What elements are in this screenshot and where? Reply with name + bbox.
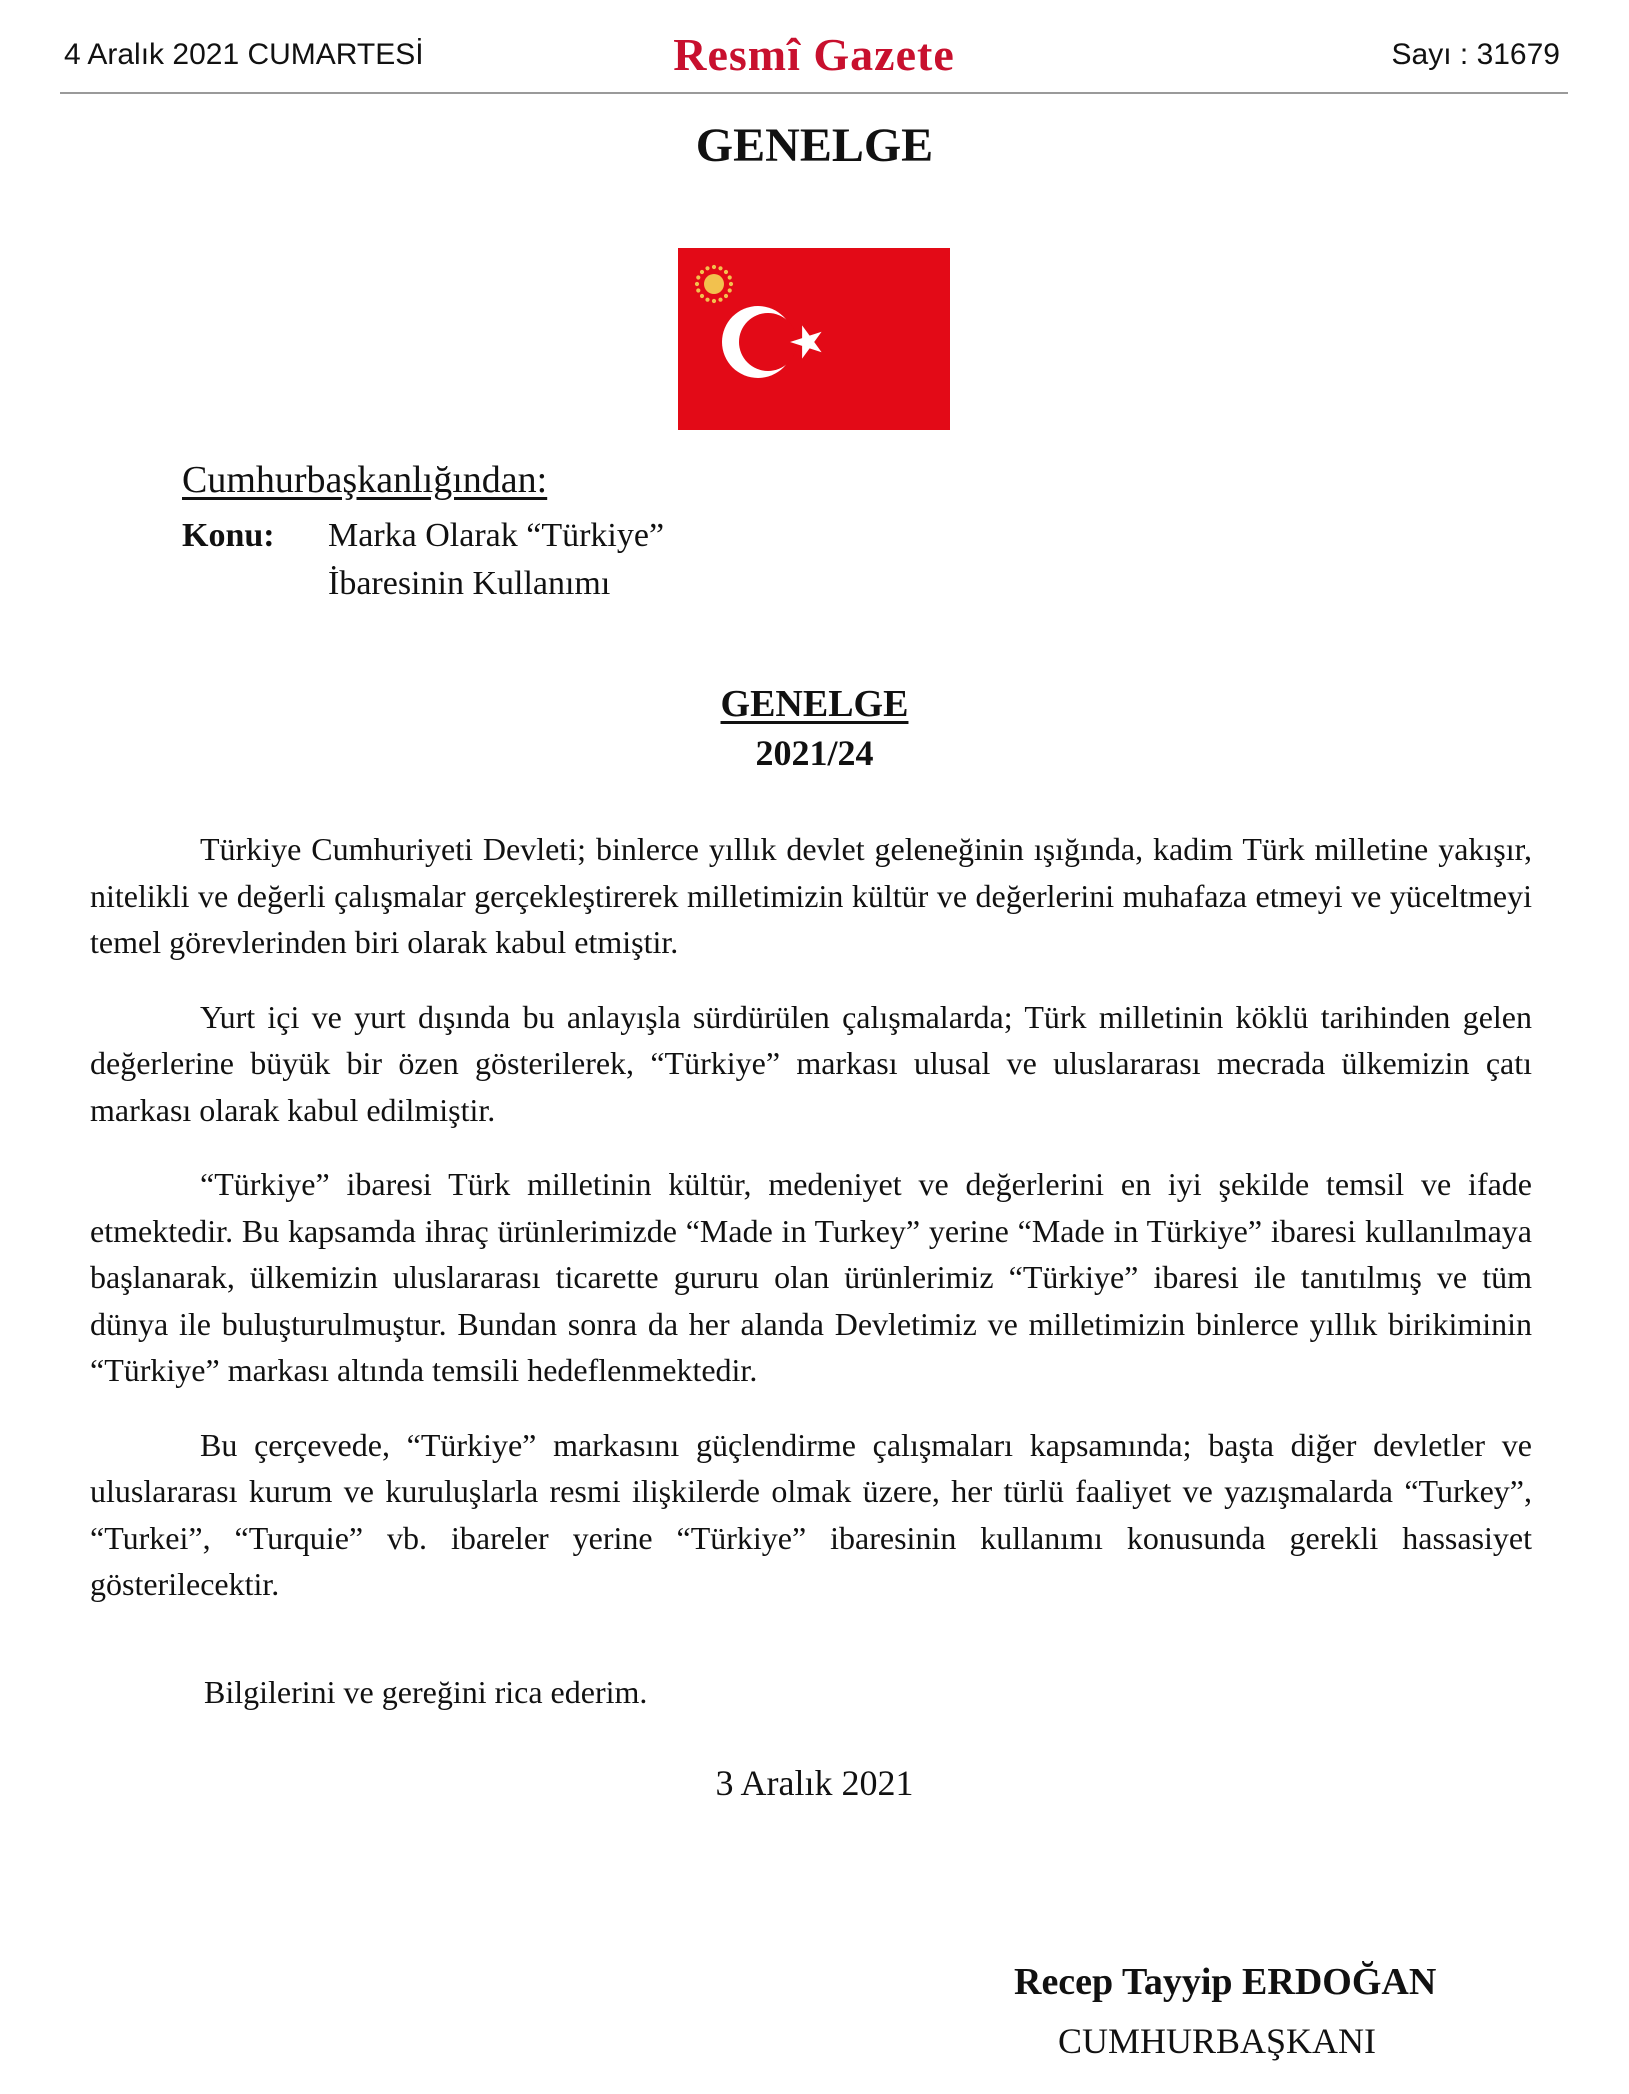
document-date: 3 Aralık 2021 xyxy=(715,1763,914,1803)
gazette-title: Resmî Gazete xyxy=(673,29,955,80)
masthead-divider xyxy=(60,92,1568,94)
signatory-title: CUMHURBAŞKANI xyxy=(1058,2021,1377,2061)
signatory-name: Recep Tayyip ERDOĞAN xyxy=(1014,1961,1437,2003)
circular-body xyxy=(90,826,1532,1636)
issue-number: Sayı : 31679 xyxy=(1391,38,1560,71)
subject-label: Konu: xyxy=(182,517,275,554)
crescent-inner xyxy=(739,313,797,371)
gazette-masthead xyxy=(60,28,1568,90)
subject-block xyxy=(182,512,788,608)
body-paragraph: Türkiye Cumhuriyeti Devleti; binlerce yıllık devlet geleneğinin ışığında, kadim Türk milletine yakışır, nitelikli ve değerli çalışmalar gerçekleştirerek milletimizin kültür ve değerlerini muhafaza etmeyi ve yüceltmeyi temel görevlerinden biri olarak kabul etmiştir. xyxy=(90,831,1532,960)
body-paragraph: Yurt içi ve yurt dışında bu anlayışla sürdürülen çalışmalarda; Türk milletinin köklü tarihinden gelen değerlerine büyük bir özen gösterilerek, “Türkiye” markası ulusal ve uluslararası mecrada ülkemizin çatı markası olarak kabul edilmiştir. xyxy=(90,998,1532,1128)
body-paragraph: Bu çerçevede, “Türkiye” markasını güçlendirme çalışmaları kapsamında; başta diğer devletler ve uluslararası kurum ve kuruluşlarla resmi ilişkilerde olmak üzere, her türlü faaliyet ve yazışmalarda “Turkey”, “Turkei”, “Turquie” vb. ibareler yerine “Türkiye” ibaresinin kullanımı konusunda gerekli hassasiyet gösterilecektir. xyxy=(90,1426,1532,1602)
issuing-authority: Cumhurbaşkanlığından: xyxy=(182,459,548,501)
document-type-heading: GENELGE xyxy=(695,119,934,172)
sun-disc xyxy=(704,274,724,294)
turkish-flag-presidential-sun-icon xyxy=(678,248,950,430)
circular-number: 2021/24 xyxy=(755,733,874,773)
closing-line: Bilgilerini ve gereğini rica ederim. xyxy=(204,1674,648,1710)
body-paragraph: “Türkiye” ibaresi Türk milletinin kültür, medeniyet ve değerlerini en iyi şekilde temsil ve ifade etmektedir. Bu kapsamda ihraç ürünlerimizde “Made in Turkey” yerine “Made in Türkiye” ibaresi kullanılmaya başlanarak, ülkemizin uluslararası ticarette gururu olan ürünlerimiz “Türkiye” ibaresi ile tanıtılmış ve tüm dünya ile buluşturulmuştur. Bundan sonra da her alanda Devletimiz ve milletimizin binlerce yıllık birikiminin “Türkiye” markası altında temsili hedeflenmektedir. xyxy=(90,1166,1532,1388)
circular-title: GENELGE xyxy=(720,683,909,725)
subject-line-2: İbaresinin Kullanımı xyxy=(328,565,611,602)
subject-text xyxy=(328,512,788,608)
publication-date: 4 Aralık 2021 CUMARTESİ xyxy=(64,38,424,71)
subject-line-1: Marka Olarak “Türkiye” xyxy=(328,517,665,554)
